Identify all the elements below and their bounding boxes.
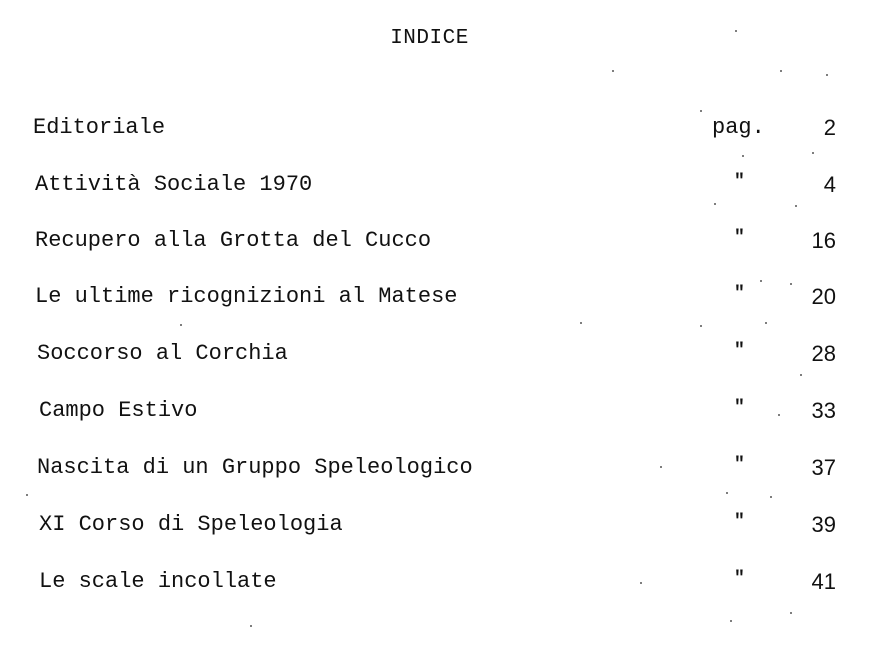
toc-row [0, 115, 869, 149]
scan-speck [580, 322, 582, 324]
toc-label: Le scale incollate [39, 569, 277, 594]
scan-speck [790, 283, 792, 285]
scan-speck [778, 414, 780, 416]
scan-speck [780, 70, 782, 72]
scan-speck [250, 625, 252, 627]
scan-speck [735, 30, 737, 32]
scan-speck [700, 110, 702, 112]
toc-row [0, 455, 869, 489]
toc-label: Attività Sociale 1970 [35, 172, 313, 197]
toc-label: Nascita di un Gruppo Speleologico [37, 455, 473, 480]
scan-speck [812, 152, 814, 154]
scan-speck [770, 496, 772, 498]
toc-ditto-mark: " [734, 172, 745, 192]
toc-page-number: 37 [811, 455, 836, 480]
toc-ditto-mark: " [734, 284, 745, 304]
index-title-text: INDICE [390, 27, 469, 50]
toc-label: Recupero alla Grotta del Cucco [35, 228, 432, 253]
scan-speck [714, 203, 716, 205]
scan-speck [726, 492, 728, 494]
scan-speck [800, 374, 802, 376]
toc-page-number: 33 [811, 398, 836, 423]
toc-row [0, 172, 869, 206]
toc-label: Le ultime ricognizioni al Matese [35, 284, 458, 309]
toc-page-number: 16 [811, 228, 836, 253]
toc-row [0, 398, 869, 432]
scan-speck [660, 466, 662, 468]
toc-page-number: 2 [823, 115, 836, 140]
scan-speck [790, 612, 792, 614]
scan-speck [826, 74, 828, 76]
scan-speck [795, 205, 797, 207]
scan-speck [612, 70, 614, 72]
toc-page-number: 39 [811, 512, 836, 537]
toc-ditto-mark: " [734, 228, 745, 248]
toc-page-prefix: pag. [712, 115, 765, 140]
toc-ditto-mark: " [734, 512, 745, 532]
toc-row [0, 341, 869, 375]
toc-ditto-mark: " [734, 341, 745, 361]
scan-speck [742, 155, 744, 157]
toc-page-number: 41 [811, 569, 836, 594]
scan-speck [700, 325, 702, 327]
toc-label: Soccorso al Corchia [37, 341, 288, 366]
toc-ditto-mark: " [734, 569, 745, 589]
toc-row [0, 228, 869, 262]
toc-page-number: 20 [811, 284, 836, 309]
scan-speck [760, 280, 762, 282]
toc-row [0, 284, 869, 318]
index-title [0, 27, 869, 50]
scan-speck [26, 494, 28, 496]
toc-label: Campo Estivo [39, 398, 198, 423]
toc-ditto-mark: " [734, 398, 745, 418]
toc-page-number: 4 [823, 172, 836, 197]
scan-speck [765, 322, 767, 324]
toc-row [0, 569, 869, 603]
toc-label: Editoriale [33, 115, 166, 140]
toc-page-number: 28 [811, 341, 836, 366]
toc-ditto-mark: " [734, 455, 745, 475]
toc-label: XI Corso di Speleologia [39, 512, 343, 537]
scan-speck [730, 620, 732, 622]
scan-speck [640, 582, 642, 584]
toc-row [0, 512, 869, 546]
scan-speck [180, 324, 182, 326]
